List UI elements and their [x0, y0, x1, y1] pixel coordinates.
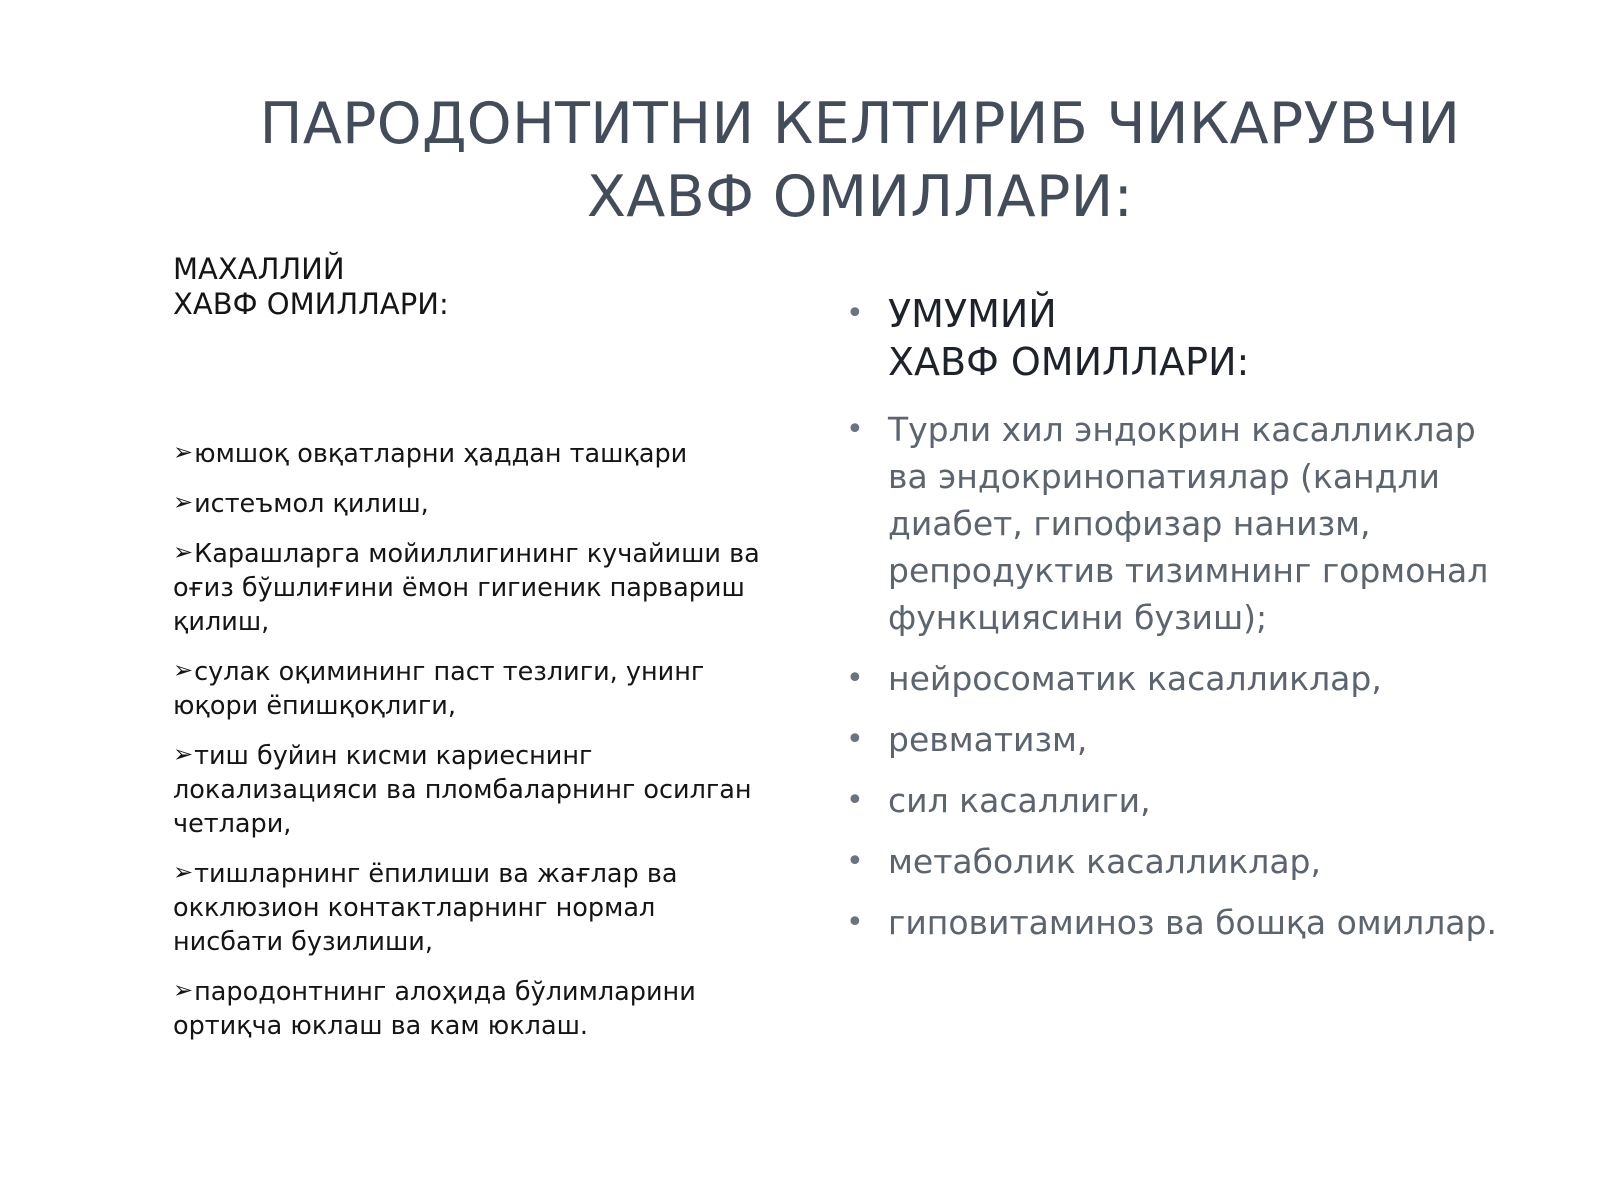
list-item — [846, 655, 1506, 702]
bullet-dot-icon: • — [846, 783, 864, 818]
list-item-text: нейросоматик касалликлар, — [888, 659, 1382, 698]
list-item-text: юмшоқ овқатларни ҳаддан ташқари — [194, 439, 688, 469]
local-risk-factors-heading — [173, 252, 773, 322]
local-heading-line-2: ХАВФ ОМИЛЛАРИ: — [173, 287, 449, 321]
list-item — [173, 975, 773, 1043]
general-heading-line-2: ХАВФ ОМИЛЛАРИ: — [888, 340, 1250, 384]
bullet-dot-icon: • — [846, 296, 864, 331]
bullet-dot-icon: • — [846, 722, 864, 757]
arrow-bullet-icon: ➢ — [173, 740, 194, 768]
list-item — [846, 777, 1506, 824]
bullet-dot-icon: • — [846, 844, 864, 879]
list-item — [173, 857, 773, 959]
list-item — [173, 739, 773, 841]
bullet-dot-icon: • — [846, 661, 864, 696]
list-item — [173, 655, 773, 723]
list-item-text: Турли хил эндокрин касалликлар ва эндокринопатиялар (кандли диабет, гипофизар нанизм, репродуктив тизимнинг гормонал функциясини бузиш); — [888, 410, 1489, 637]
local-heading-line-1: МАХАЛЛИЙ — [173, 252, 345, 286]
list-item — [846, 406, 1506, 641]
list-item-text: истеъмол қилиш, — [194, 489, 429, 519]
list-item-text: тишларнинг ёпилиши ва жағлар ва окклюзион контактларнинг нормал нисбати бузилиши, — [173, 859, 678, 957]
general-risk-factors-column — [846, 290, 1506, 960]
general-risk-factors-list — [846, 290, 1506, 946]
arrow-bullet-icon: ➢ — [173, 438, 194, 466]
list-item-text: гиповитаминоз ва бошқа омиллар. — [888, 903, 1497, 942]
list-item-text: ревматизм, — [888, 720, 1088, 759]
bullet-dot-icon: • — [846, 412, 864, 447]
slide-title-line-2: ХАВФ ОМИЛЛАРИ: — [586, 164, 1134, 230]
arrow-bullet-icon: ➢ — [173, 858, 194, 886]
general-heading-line-1: УМУМИЙ — [888, 292, 1057, 336]
general-risk-factors-heading — [846, 290, 1506, 386]
list-item — [173, 487, 773, 521]
list-item-text: Карашларга мойиллигининг кучайиши ва оғиз бўшлиғини ёмон гигиеник парвариш қилиш, — [173, 539, 760, 637]
local-risk-factors-column — [173, 252, 773, 1041]
list-item-text: сил касаллиги, — [888, 781, 1151, 820]
slide-title — [200, 88, 1520, 234]
arrow-bullet-icon: ➢ — [173, 488, 194, 516]
list-item-text: метаболик касалликлар, — [888, 842, 1321, 881]
list-item-text: сулак оқимининг паст тезлиги, унинг юқори ёпишқоқлиги, — [173, 657, 705, 721]
arrow-bullet-icon: ➢ — [173, 656, 194, 684]
list-item — [846, 716, 1506, 763]
local-risk-factors-list — [173, 437, 773, 1059]
arrow-bullet-icon: ➢ — [173, 976, 194, 1004]
arrow-bullet-icon: ➢ — [173, 538, 194, 566]
list-item — [846, 838, 1506, 885]
list-item — [173, 537, 773, 639]
list-item-text: пародонтнинг алоҳида бўлимларини ортиқча юклаш ва кам юклаш. — [173, 977, 696, 1041]
list-item — [173, 437, 773, 471]
list-item-text: тиш буйин кисми кариеснинг локализацияси ва пломбаларнинг осилган четлари, — [173, 741, 752, 839]
bullet-dot-icon: • — [846, 905, 864, 940]
list-item — [846, 899, 1506, 946]
slide-title-line-1: ПАРОДОНТИТНИ КЕЛТИРИБ ЧИКАРУВЧИ — [259, 91, 1461, 157]
